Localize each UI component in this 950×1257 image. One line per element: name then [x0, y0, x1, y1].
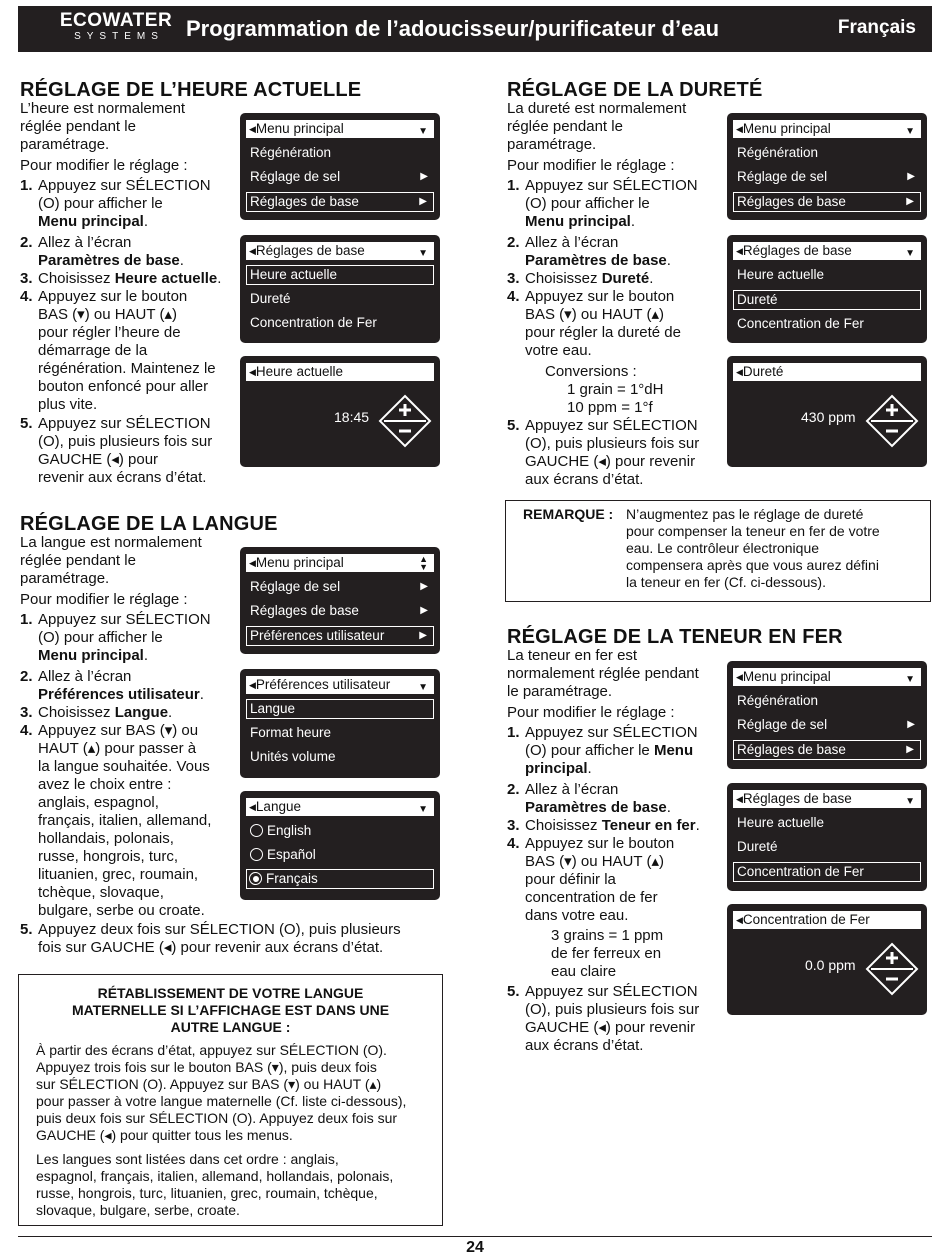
- heure-value: 18:45: [334, 409, 370, 425]
- durete-value: 430 ppm: [801, 409, 856, 425]
- page-title: Programmation de l’adoucisseur/purificateur d’eau: [186, 16, 720, 41]
- langue-instructions: La langue est normalement réglée pendant le paramétrage. Pour modifier le réglage : 1. Appuyez sur SÉLECTION (O) pour afficher le Menu principal. 2. Allez à l’écran Préférences utilisateur. 3. Choisissez Langue. 4. Appuyez sur BAS (▾) ou HAUT (▴) pour passer à la langue souhaitée. Vous avez le choix entre : anglais, espagnol, français, italien, allemand, hollandais, polonais, russe, hongrois, turc, lituanien, grec, roumain, tchèque, slovaque, bulgare, serbe ou croate. 5. Appuyez deux fois sur SÉLECTION (O), puis plusieurs fois sur GAUCHE (◂) pour revenir aux écrans d’état.: [20, 534, 401, 956]
- page-number: 24: [466, 1239, 484, 1256]
- fer-value: 0.0 ppm: [805, 957, 856, 973]
- page-header: [18, 6, 932, 52]
- plus-minus-icon: [378, 394, 432, 448]
- screen-heure-actuelle: ◀Heure actuelle 18:45: [240, 356, 440, 467]
- screen-durete: ◀Dureté 430 ppm: [727, 356, 927, 467]
- screen-preferences-utilisateur: ◀Préférences utilisateur ▼ Langue Format heure Unités volume: [240, 669, 440, 778]
- screen-durete-menu-principal: ◀Menu principal ▼ Régénération Réglage de sel ▶ Réglages de base ▶: [727, 113, 927, 220]
- durete-instructions: La dureté est normalement réglée pendant le paramétrage. Pour modifier le réglage : 1. Appuyez sur SÉLECTION (O) pour afficher le Menu principal. 2. Allez à l’écran Paramètres de base. 3. Choisissez Dureté. 4. Appuyez sur le bouton BAS (▾) ou HAUT (▴) pour régler la dureté de votre eau. Conversions : 1 grain = 1°dH 10 ppm = 1°f 5. Appuyez sur SÉLECTION (O), puis plusieurs fois sur GAUCHE (◂) pour revenir aux écrans d’état.: [507, 100, 700, 488]
- restore-language-box: [18, 974, 443, 1226]
- screen-concentration-fer: ◀Concentration de Fer 0.0 ppm: [727, 904, 927, 1015]
- plus-minus-icon: [865, 942, 919, 996]
- footer-rule: [18, 1236, 932, 1237]
- screen-fer-reglages-base: ◀Réglages de base ▼ Heure actuelle Dureté Concentration de Fer: [727, 783, 927, 891]
- section-title-heure: RÉGLAGE DE L’HEURE ACTUELLE: [20, 79, 362, 101]
- restore-title: RÉTABLISSEMENT DE VOTRE LANGUE MATERNELLE SI L’AFFICHAGE EST DANS UNE AUTRE LANGUE :: [71, 985, 390, 1035]
- radio-icon: [250, 848, 263, 861]
- restore-text: À partir des écrans d’état, appuyez sur SÉLECTION (O). Appuyez trois fois sur le bouton BAS (▾), puis deux fois sur SÉLECTION (O). Appuyez sur BAS (▾) ou HAUT (▴) pour passer à votre langue maternelle (Cf. liste ci-dessous), puis deux fois sur SÉLECTION (O). Appuyez deux fois sur GAUCHE (◂) pour quitter tous les menus. Les langues sont listées dans cet ordre : anglais, espagnol, français, italien, allemand, hollandais, polonais, russe, hongrois, turc, lituanien, grec, roumain, tchèque, slovaque, bulgare, serbe, croate.: [36, 1042, 407, 1218]
- plus-minus-icon: [865, 394, 919, 448]
- screen-heure-menu-principal: ◀Menu principal ▼ Régénération Réglage de sel ▶ Réglages de base ▶: [240, 113, 440, 220]
- language-label: Français: [837, 17, 916, 38]
- fer-instructions: La teneur en fer est normalement réglée pendant le paramétrage. Pour modifier le réglage : 1. Appuyez sur SÉLECTION (O) pour afficher le Menu principal. 2. Allez à l’écran Paramètres de base. 3. Choisissez Teneur en fer. 4. Appuyez sur le bouton BAS (▾) ou HAUT (▴) pour définir la concentration de fer dans votre eau. 3 grains = 1 ppm de fer ferreux en eau claire 5. Appuyez sur SÉLECTION (O), puis plusieurs fois sur GAUCHE (◂) pour revenir aux écrans d’état.: [507, 647, 700, 1054]
- screen-heure-reglages-base: ◀Réglages de base ▼ Heure actuelle Dureté Concentration de Fer: [240, 235, 440, 343]
- screen-fer-menu-principal: ◀Menu principal ▼ Régénération Réglage de sel ▶ Réglages de base ▶: [727, 661, 927, 769]
- screen-langue-menu-principal: ◀Menu principal ▲ ▼ Réglage de sel ▶ Réglages de base ▶ Préférences utilisateur ▶: [240, 547, 440, 654]
- remarque-box: REMARQUE : N’augmentez pas le réglage de dureté pour compenser la teneur en fer de votre eau. Le contrôleur électronique compensera après que vous aurez défini la teneur en fer (Cf. ci-dessous).: [505, 500, 931, 602]
- radio-selected-icon: [249, 872, 262, 885]
- screen-durete-reglages-base: ◀Réglages de base ▼ Heure actuelle Dureté Concentration de Fer: [727, 235, 927, 343]
- remarque-text: N’augmentez pas le réglage de dureté pour compenser la teneur en fer de votre eau. Le contrôleur électronique compensera après que vous aurez défini la teneur en fer (Cf. ci-dessous).: [626, 506, 880, 590]
- section-title-fer: RÉGLAGE DE LA TENEUR EN FER: [507, 626, 843, 648]
- heure-instructions: L’heure est normalement réglée pendant le paramétrage. Pour modifier le réglage : 1. Appuyez sur SÉLECTION (O) pour afficher le Menu principal. 2. Allez à l’écran Paramètres de base. 3. Choisissez Heure actuelle. 4. Appuyez sur le bouton BAS (▾) ou HAUT (▴) pour régler l’heure de démarrage de la régénération. Maintenez le bouton enfoncé pour aller plus vite. 5. Appuyez sur SÉLECTION (O), puis plusieurs fois sur GAUCHE (◂) pour revenir aux écrans d’état.: [20, 100, 222, 486]
- section-title-langue: RÉGLAGE DE LA LANGUE: [20, 513, 278, 535]
- ecowater-logo: ECOWATER SYSTEMS: [59, 10, 173, 42]
- section-title-durete: RÉGLAGE DE LA DURETÉ: [507, 79, 763, 101]
- screen-langue: ◀Langue ▼ English Español Français: [240, 791, 440, 900]
- radio-icon: [250, 824, 263, 837]
